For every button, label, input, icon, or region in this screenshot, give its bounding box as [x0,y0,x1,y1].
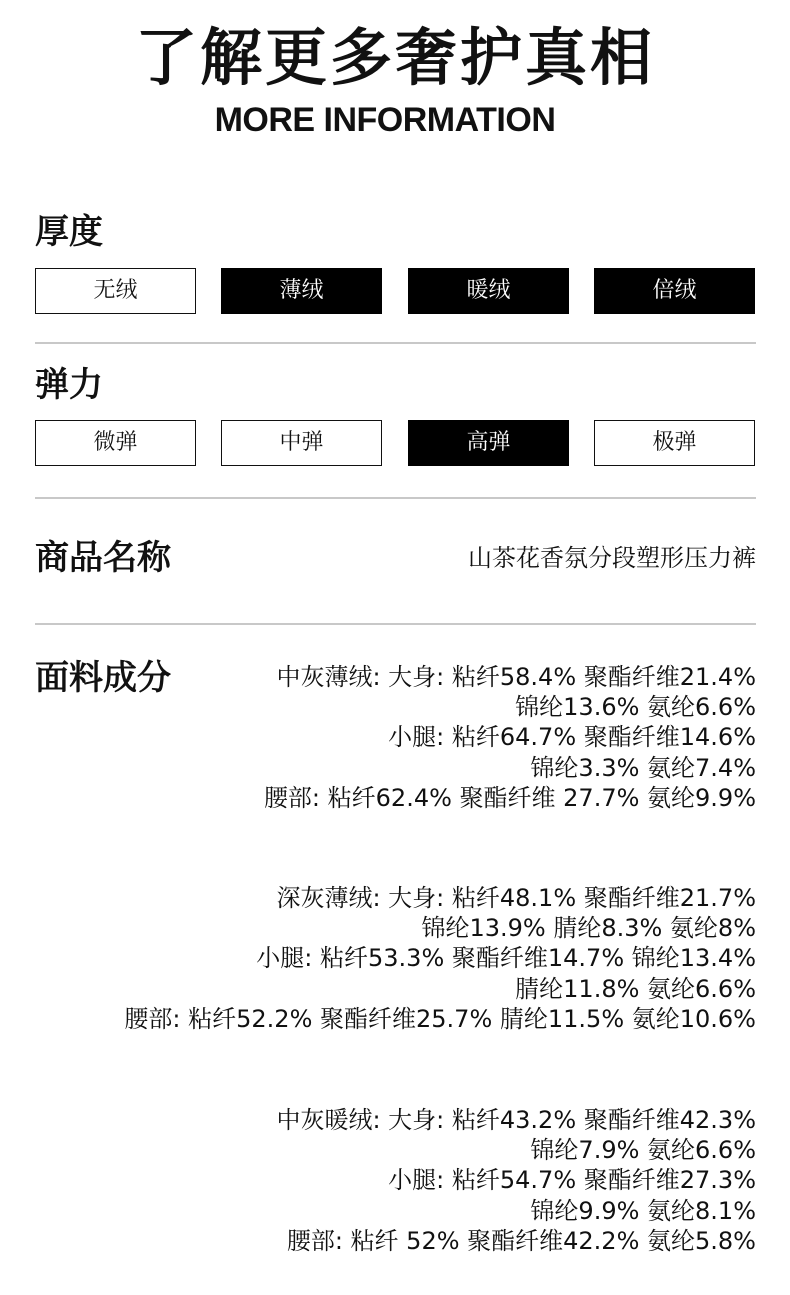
composition-line: 深灰薄绒: 大身: 粘纤48.1% 聚酯纤维21.7% [276,884,756,912]
composition-line: 腰部: 粘纤52.2% 聚酯纤维25.7% 腈纶11.5% 氨纶10.6% [124,1004,756,1033]
composition-line: 小腿: 粘纤53.3% 聚酯纤维14.7% 锦纶13.4% [256,944,756,973]
page-subtitle: MORE INFORMATION [214,101,556,139]
composition-line: 锦纶9.9% 氨纶8.1% [530,1196,756,1225]
composition-line: 小腿: 粘纤64.7% 聚酯纤维14.6% [388,723,756,752]
elasticity-option-high[interactable]: 高弹 [408,420,569,466]
product-name-value: 山茶花香氛分段塑形压力裤 [468,544,756,572]
fabric-composition-label: 面料成分 [35,658,171,698]
divider [35,497,756,499]
composition-group-mid-gray-warm-fleece [116,1105,756,1256]
composition-line: 锦纶7.9% 氨纶6.6% [530,1136,756,1165]
thickness-option-double-fleece[interactable]: 倍绒 [594,268,755,314]
elasticity-option-slight[interactable]: 微弹 [35,420,196,466]
composition-line: 腰部: 粘纤62.4% 聚酯纤维 27.7% 氨纶9.9% [263,783,756,812]
composition-line: 锦纶3.3% 氨纶7.4% [530,753,756,782]
composition-line: 中灰暖绒: 大身: 粘纤43.2% 聚酯纤维42.3% [276,1106,756,1134]
page-title: 了解更多奢护真相 [134,21,655,94]
composition-group-dark-gray-thin-fleece [56,883,756,1034]
thickness-option-warm-fleece[interactable]: 暖绒 [408,268,569,314]
composition-line: 腰部: 粘纤 52% 聚酯纤维42.2% 氨纶5.8% [286,1226,756,1255]
elasticity-option-extreme[interactable]: 极弹 [594,420,755,466]
thickness-option-thin-fleece[interactable]: 薄绒 [221,268,382,314]
composition-group-mid-gray-thin-fleece [116,662,756,813]
thickness-option-none[interactable]: 无绒 [35,268,196,314]
elasticity-label: 弹力 [35,365,103,405]
composition-line: 锦纶13.9% 腈纶8.3% 氨纶8% [421,914,756,943]
composition-line: 腈纶11.8% 氨纶6.6% [515,974,756,1003]
composition-line: 中灰薄绒: 大身: 粘纤58.4% 聚酯纤维21.4% [276,663,756,691]
thickness-label: 厚度 [35,212,103,252]
divider [35,342,756,344]
divider [35,623,756,625]
product-name-label: 商品名称 [35,538,171,578]
composition-line: 小腿: 粘纤54.7% 聚酯纤维27.3% [388,1166,756,1195]
composition-line: 锦纶13.6% 氨纶6.6% [515,693,756,722]
elasticity-option-medium[interactable]: 中弹 [221,420,382,466]
